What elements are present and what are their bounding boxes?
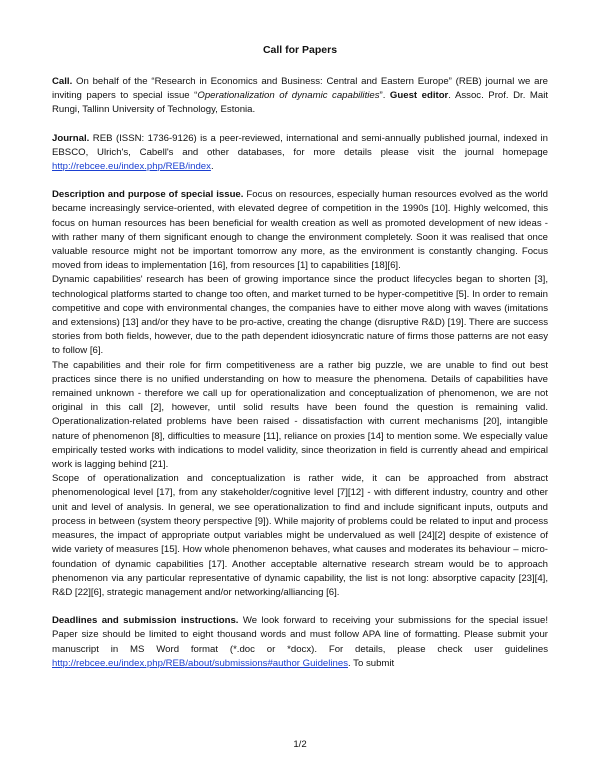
call-label: Call. [52, 76, 73, 87]
call-text-1: On behalf of the “Research in Economics and Business: Central and Eastern Europe” (REB) journal we are inviting papers to special issue “ [52, 76, 548, 102]
call-text-3: . Assoc. Prof. Dr. Mait Rungi, Tallinn University of Technology, Estonia. [52, 90, 549, 116]
call-text-2: ”. [379, 90, 390, 102]
deadlines-label: Deadlines and submission instructions. [52, 615, 239, 627]
document-page [52, 44, 548, 671]
description-label: Description and purpose of special issue. [52, 189, 244, 201]
special-issue-title: Operationalization of dynamic capabilities [197, 90, 380, 102]
description-paragraph-1 [52, 188, 548, 273]
journal-text-end: . [210, 161, 214, 173]
journal-text: REB (ISSN: 1736-9126) is a peer-reviewed, international and semi-annually published journal, indexed in EBSCO, Ulrich's, Cabell's and other databases, for more details please visit the journal homepage [52, 132, 548, 158]
description-paragraph-3: The capabilities and their role for firm competitiveness are a rather big puzzle, we are unable to find out best practices since there is no unified understanding on how to measure the phenomena. Details of capabilities have remained unknown - therefore we call up for operationalization and conceptualization of phenomenon, we are not original in this call [2], however, until solid results have been found the question is remaining valid. Operationalization-related problems have been raised - dissatisfaction with current mechanisms [20], intangible nature of phenomenon [8], difficulties to measure [11], reliance on proxies [14] to mention some. We especially value empirically tested works with indications to model validity, since theorization in field is currently ahead and empirical work is lagging behind [21]. [52, 359, 548, 471]
call-paragraph [52, 75, 548, 118]
guest-editor-label: Guest editor [389, 90, 449, 102]
page-number: 1/2 [293, 739, 307, 750]
deadlines-paragraph [52, 614, 548, 671]
journal-paragraph [52, 132, 548, 175]
page-title: Call for Papers [262, 44, 338, 56]
deadlines-text: We look forward to receiving your submissions for the special issue! Paper size should be limited to eight thousand words and must follow APA line of formatting. Please submit your manuscript in MS Word format (*.doc or *docx). For details, please check user guidelines [52, 615, 548, 655]
description-text-1: Focus on resources, especially human resources evolved as the world became increasingly service-oriented, with elevated degree of competition in the 1990s [10]. Highly welcomed, this focus on human resources has been beneficial for wealth creation as well as promoted development of new ideas - with rather many of them significant enough to change the environment completely. Soon it was realised that once valuable resource might not be important tomorrow any more, as the environment is constantly changing. Focus moved from ideas to implementation [16], from resources [1] to capabilities [18][6]. [52, 189, 548, 272]
description-paragraph-4: Scope of operationalization and conceptualization is rather wide, it can be approached from abstract phenomenological level [17], from any stakeholder/cognitive level [7][12] - with different industry, country and other unit and level of analysis. In general, we see operationalization to find and include significant inputs, outputs and process in between (system theory perspective [9]). While majority of problems could be related to input and process measures, the impact of appropriate output variables might be undervalued as well [24][2] despite of existence of wide variety of measures [15]. How whole phenomenon behaves, what causes and moderates its behaviour – micro-foundation of dynamic capabilities [17]. Another acceptable alternative research stream would be to approach phenomenon via any particular representative of dynamic capability, the list is not long: absorptive capacity [23][4], R&D [22][6], strategic management and/or networking/alliancing [6]. [52, 473, 548, 598]
journal-label: Journal. [52, 132, 90, 144]
deadlines-text-end: . To submit [348, 657, 395, 669]
author-guidelines-link[interactable]: http://rebcee.eu/index.php/REB/about/submissions#author Guidelines [52, 657, 348, 669]
journal-homepage-link[interactable]: http://rebcee.eu/index.php/REB/index [52, 161, 211, 173]
description-paragraph-2: Dynamic capabilities' research has been of growing importance since the product lifecycles began to shorten [3], technological platforms started to change too often, and market turned to be hyper-competitive [5]. In order to remain competitive and cope with environmental changes, the companies have to either move along with waves (imitations and extensions) [13] and/or they have to be pro-active, creating the change (disruptive R&D) [19]. There are success stories from both fields, however, due to the path dependent idiosyncratic nature of firms those patterns are not easy to follow [6]. [52, 274, 548, 357]
